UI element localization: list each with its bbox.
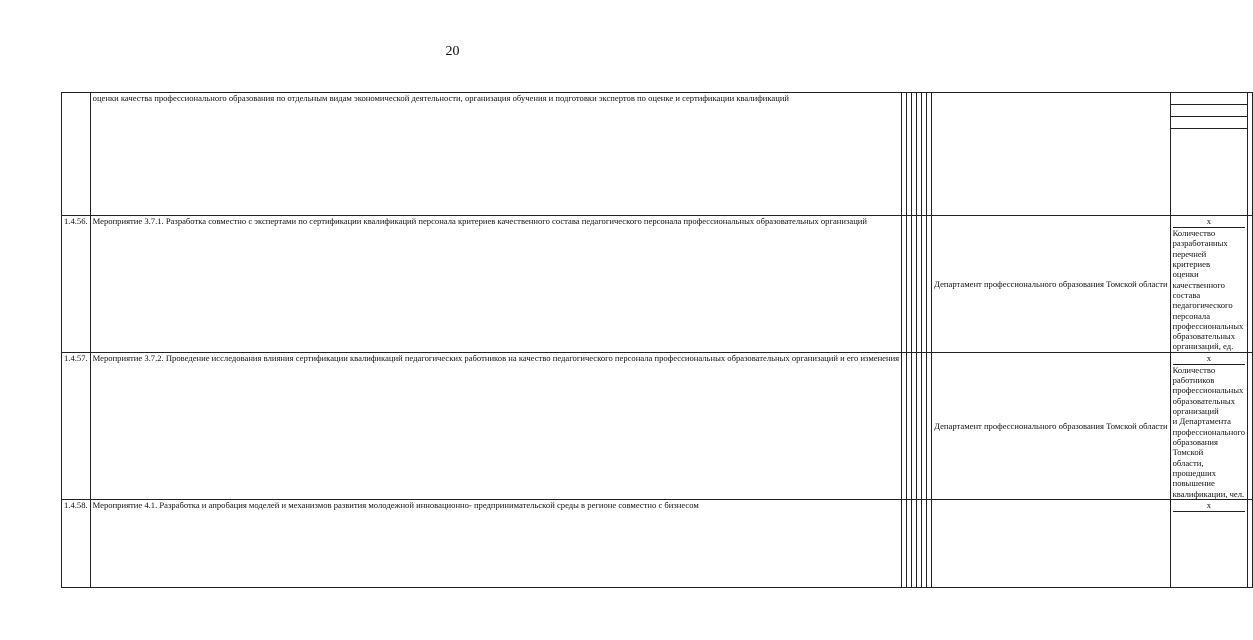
- indicator-value-column: [1248, 352, 1253, 499]
- indicator-rule: [1171, 93, 1248, 105]
- indicator-cell: [1170, 499, 1248, 587]
- row-id: [62, 93, 91, 216]
- indicator-rule: [1171, 117, 1248, 129]
- table-row: [62, 352, 1253, 499]
- indicator-text: Количество работников профессиональных образовательных организаций и Департамента профессионального образования Томской области, прошедших повышение квалификации, чел.: [1172, 364, 1246, 499]
- table-row: [62, 499, 1253, 587]
- indicator-cell: [1170, 352, 1248, 499]
- row-id: 1.4.57.: [62, 352, 91, 499]
- indicator-value-column: [1248, 216, 1253, 353]
- table-row: [62, 216, 1253, 353]
- department-cell: [932, 499, 1170, 587]
- indicator-rule: [1171, 105, 1248, 117]
- row-id: 1.4.58.: [62, 499, 91, 587]
- row-name: Мероприятие 3.7.1. Разработка совместно с экспертами по сертификации квалификаций персонала критериев качественного состава педагогического персонала профессиональных образовательных организаций: [90, 216, 902, 353]
- indicator-value-column: [1248, 499, 1253, 587]
- indicator-cell: [1170, 216, 1248, 353]
- department-cell: Департамент профессионального образования Томской области: [932, 216, 1170, 353]
- program-table: [61, 92, 1253, 588]
- indicator-x: х: [1173, 216, 1246, 228]
- indicator-x: х: [1173, 353, 1246, 365]
- row-name: оценки качества профессионального образования по отдельным видам экономической деятельности, организация обучения и подготовки экспертов по оценке и сертификации квалификаций: [90, 93, 902, 216]
- row-name: Мероприятие 4.1. Разработка и апробация моделей и механизмов развития молодежной инновационно- предпринимательской среды в регионе совместно с бизнесом: [90, 499, 902, 587]
- department-cell: Департамент профессионального образования Томской области: [932, 352, 1170, 499]
- page-number: 20: [445, 44, 460, 59]
- row-name: Мероприятие 3.7.2. Проведение исследования влияния сертификации квалификаций педагогических работников на качество педагогического персонала профессиональных образовательных организаций и его изменения: [90, 352, 902, 499]
- indicator-text: Количество разработанных перечней критериев оценки качественного состава педагогического персонала профессиональных образовательных организаций, ед.: [1172, 228, 1244, 352]
- indicator-cell: [1170, 93, 1248, 216]
- department-cell: [932, 93, 1170, 216]
- row-id: 1.4.56.: [62, 216, 91, 353]
- table-body: [62, 93, 1253, 588]
- indicator-value-column: [1248, 93, 1253, 216]
- indicator-x: х: [1173, 500, 1246, 512]
- table-row: [62, 93, 1253, 216]
